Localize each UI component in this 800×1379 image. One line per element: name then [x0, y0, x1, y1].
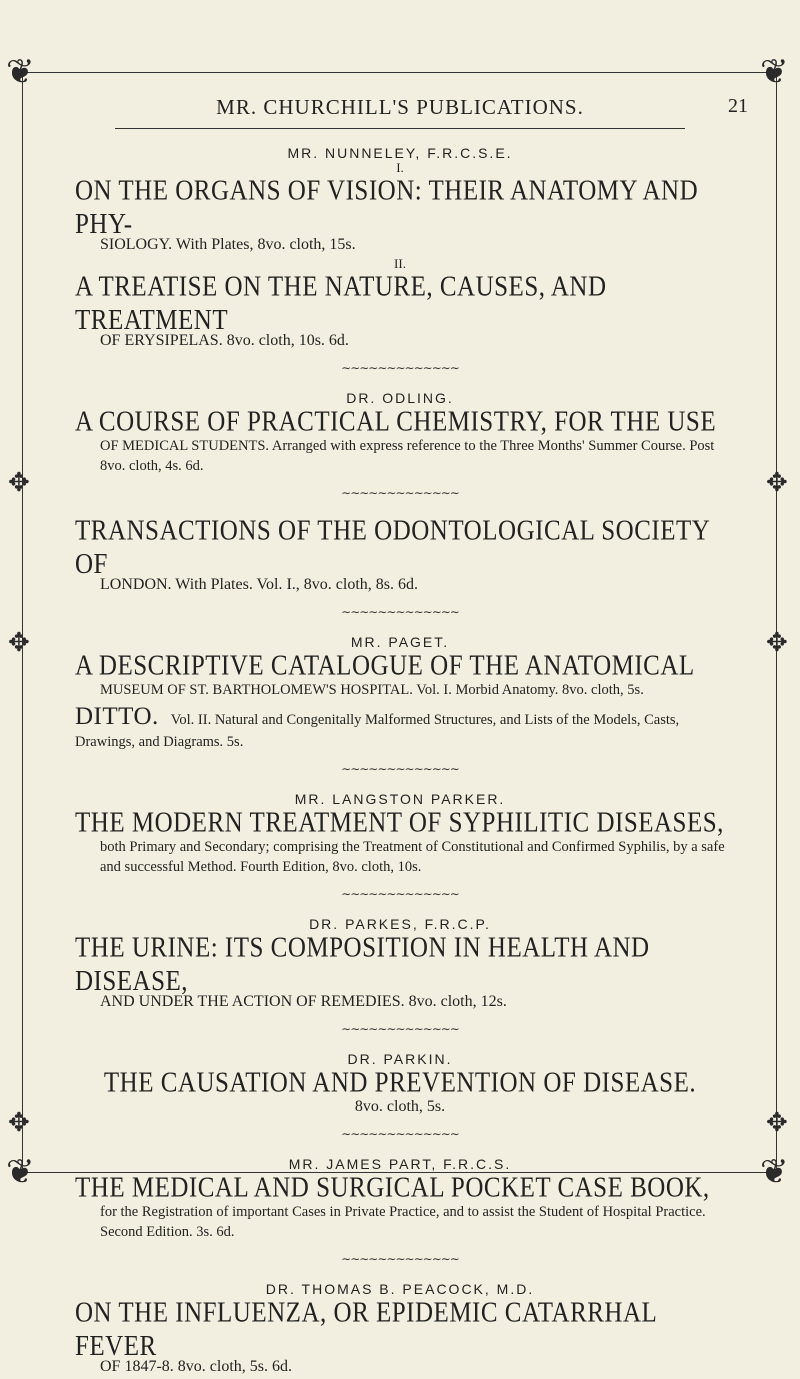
- entry-numeral: II.: [394, 256, 406, 271]
- book-entry: [75, 1172, 725, 1242]
- catalogue-section: [75, 390, 725, 476]
- corner-ornament-icon: ❦: [6, 1154, 35, 1191]
- book-title: DITTO.: [75, 703, 159, 730]
- section-author: DR. PARKES, F.R.C.P.: [309, 916, 491, 932]
- catalogue-section: [75, 791, 725, 877]
- book-title: ON THE INFLUENZA, OR EPIDEMIC CATARRHAL FEVER: [75, 1298, 657, 1362]
- book-entry: [75, 1297, 725, 1377]
- side-ornament-icon: ✥: [766, 468, 788, 497]
- section-author: MR. LANGSTON PARKER.: [294, 791, 506, 807]
- book-entry: [75, 515, 725, 595]
- wavy-separator: ∼∼∼∼∼∼∼∼∼∼∼∼∼: [341, 361, 459, 375]
- book-details: LONDON. With Plates. Vol. I., 8vo. cloth, 8s. 6d.: [100, 576, 419, 593]
- header-rule: [115, 128, 685, 129]
- running-header: MR. CHURCHILL'S PUBLICATIONS.: [216, 95, 584, 119]
- catalogue-section: [75, 145, 725, 351]
- wavy-separator: ∼∼∼∼∼∼∼∼∼∼∼∼∼: [341, 486, 459, 500]
- book-entry: [75, 650, 725, 700]
- section-author: MR. PAGET.: [350, 634, 450, 650]
- section-author: DR. THOMAS B. PEACOCK, M.D.: [265, 1281, 535, 1297]
- book-details: MUSEUM OF ST. BARTHOLOMEW'S HOSPITAL. Vol. I. Morbid Anatomy. 8vo. cloth, 5s.: [100, 682, 644, 698]
- book-details: for the Registration of important Cases in Private Practice, and to assist the Student of Hospital Practice. Second Edition. 3s. 6d.: [100, 1204, 706, 1240]
- catalogue-section: [75, 634, 725, 752]
- catalogue-content: [75, 145, 725, 1379]
- book-title: A DESCRIPTIVE CATALOGUE OF THE ANATOMICAL: [75, 651, 695, 682]
- book-title: TRANSACTIONS OF THE ODONTOLOGICAL SOCIETY OF: [75, 516, 710, 580]
- section-author: DR. PARKIN.: [347, 1051, 453, 1067]
- book-title: THE URINE: ITS COMPOSITION IN HEALTH AND DISEASE,: [75, 933, 650, 997]
- book-title: A TREATISE ON THE NATURE, CAUSES, AND TREATMENT: [75, 272, 607, 336]
- catalogue-section: [75, 1281, 725, 1377]
- book-details: both Primary and Secondary; comprising the Treatment of Constitutional and Confirmed Syphilis, by a safe and successful Method. Fourth Edition, 8vo. cloth, 10s.: [100, 839, 725, 875]
- side-ornament-icon: ✥: [8, 628, 30, 657]
- frame-right-rule: [776, 72, 777, 1172]
- book-entry: [75, 161, 725, 255]
- section-author: MR. JAMES PART, F.R.C.S.: [288, 1156, 512, 1172]
- side-ornament-icon: ✥: [766, 628, 788, 657]
- book-entry: [75, 406, 725, 476]
- book-title: THE MEDICAL AND SURGICAL POCKET CASE BOOK,: [75, 1173, 710, 1204]
- wavy-separator: ∼∼∼∼∼∼∼∼∼∼∼∼∼: [341, 887, 459, 901]
- entry-numeral: I.: [396, 160, 404, 175]
- book-details: OF 1847-8. 8vo. cloth, 5s. 6d.: [100, 1358, 292, 1375]
- book-entry: [75, 702, 725, 752]
- book-title: A COURSE OF PRACTICAL CHEMISTRY, FOR THE USE: [75, 407, 717, 438]
- side-ornament-icon: ✥: [8, 1108, 30, 1137]
- book-entry: [75, 932, 725, 1012]
- section-author: DR. ODLING.: [346, 390, 454, 406]
- corner-ornament-icon: ❦: [6, 54, 35, 91]
- book-title: THE MODERN TREATMENT OF SYPHILITIC DISEASES,: [75, 808, 724, 839]
- book-entry: [75, 807, 725, 877]
- frame-top-rule: [22, 72, 778, 73]
- page-number: 21: [728, 95, 748, 117]
- corner-ornament-icon: ❦: [760, 54, 789, 91]
- catalogue-section: [75, 1156, 725, 1242]
- book-title: ON THE ORGANS OF VISION: THEIR ANATOMY AND PHY-: [75, 176, 699, 240]
- book-details: OF MEDICAL STUDENTS. Arranged with express reference to the Three Months' Summer Course. Post 8vo. cloth, 4s. 6d.: [100, 438, 715, 474]
- wavy-separator: ∼∼∼∼∼∼∼∼∼∼∼∼∼: [341, 762, 459, 776]
- frame-left-rule: [22, 72, 23, 1172]
- catalogue-section: [75, 515, 725, 595]
- catalogue-section: [75, 1051, 725, 1117]
- book-entry: [75, 1067, 725, 1117]
- wavy-separator: ∼∼∼∼∼∼∼∼∼∼∼∼∼: [341, 605, 459, 619]
- book-title: THE CAUSATION AND PREVENTION OF DISEASE.: [103, 1068, 697, 1099]
- book-details: OF ERYSIPELAS. 8vo. cloth, 10s. 6d.: [100, 332, 349, 349]
- book-entry: [75, 257, 725, 351]
- side-ornament-icon: ✥: [766, 1108, 788, 1137]
- book-details: 8vo. cloth, 5s.: [354, 1098, 446, 1115]
- wavy-separator: ∼∼∼∼∼∼∼∼∼∼∼∼∼: [341, 1252, 459, 1266]
- wavy-separator: ∼∼∼∼∼∼∼∼∼∼∼∼∼: [341, 1127, 459, 1141]
- catalogue-section: [75, 916, 725, 1012]
- side-ornament-icon: ✥: [8, 468, 30, 497]
- wavy-separator: ∼∼∼∼∼∼∼∼∼∼∼∼∼: [341, 1022, 459, 1036]
- section-author: MR. NUNNELEY, F.R.C.S.E.: [287, 145, 513, 161]
- corner-ornament-icon: ❦: [760, 1154, 789, 1191]
- book-details: Vol. II. Natural and Congenitally Malformed Structures, and Lists of the Models, Casts, Drawings, and Diagrams. 5s.: [75, 712, 680, 750]
- book-details: SIOLOGY. With Plates, 8vo. cloth, 15s.: [100, 236, 356, 253]
- book-details: AND UNDER THE ACTION OF REMEDIES. 8vo. cloth, 12s.: [100, 993, 507, 1010]
